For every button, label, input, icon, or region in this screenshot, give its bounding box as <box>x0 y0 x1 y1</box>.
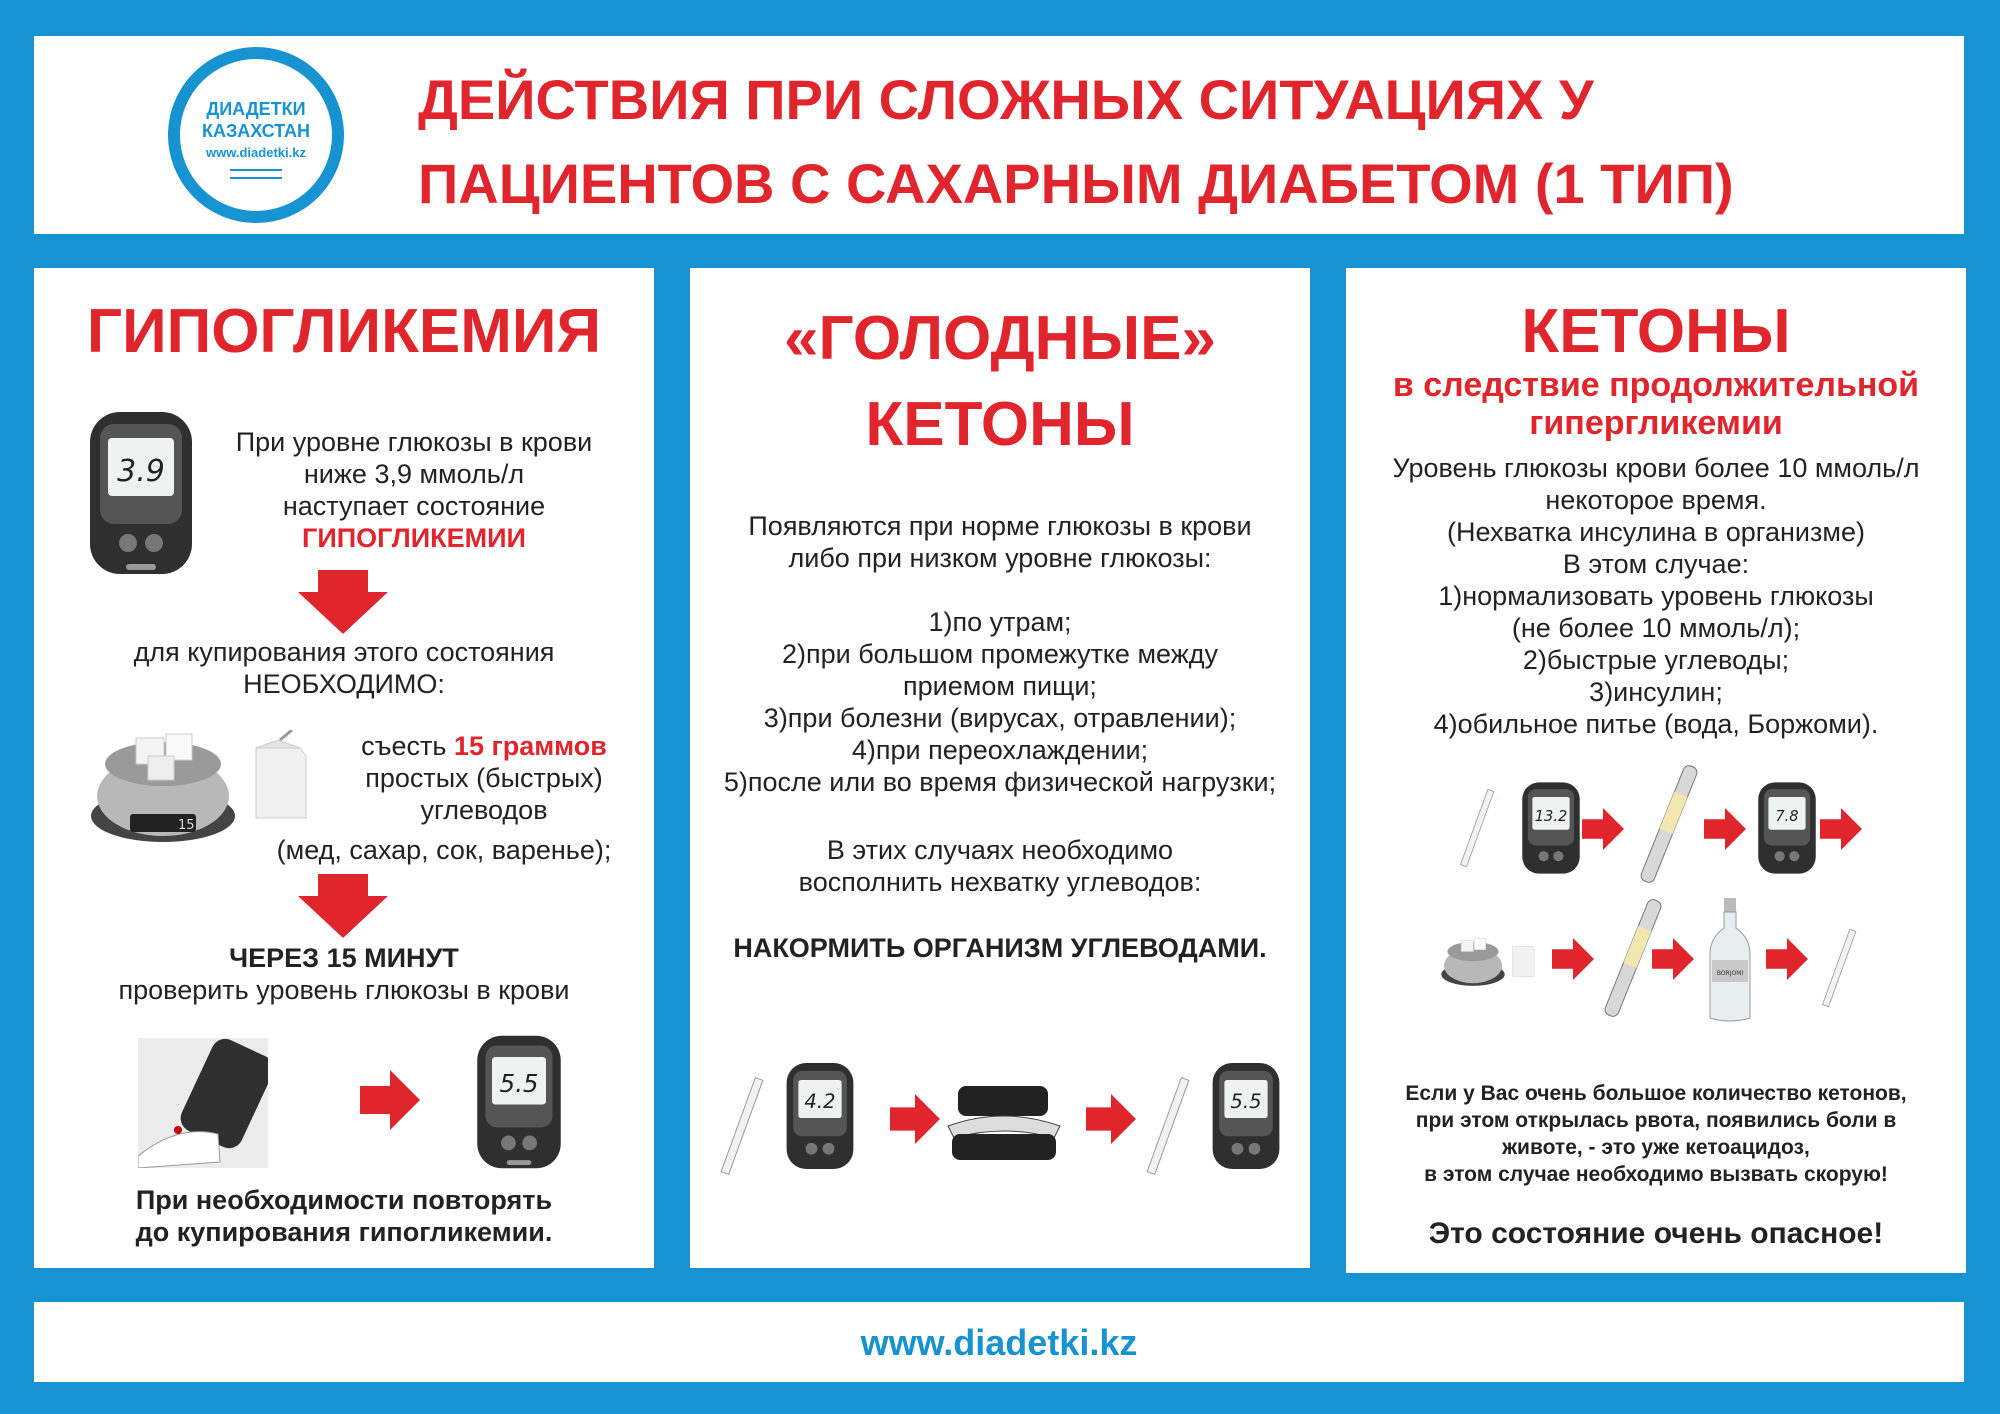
hungry-intro: Появляются при норме глюкозы в крови либо при низком уровне глюкозы: <box>748 511 1252 573</box>
glucose-meter-icon-5 <box>1520 780 1582 876</box>
list-item: 3)при болезни (вирусах, отравлении); <box>763 703 1237 733</box>
meter-reading-3: 4.2 <box>804 1090 836 1114</box>
ketones-danger: Это состояние очень опасное! <box>1428 1217 1884 1250</box>
ketones-warning: Если у Вас очень большое количество кетонов, при этом открылась рвота, появились боли в животе, - это уже кетоацидоз, в этом случае необходимо вызвать скорую! <box>1405 1082 1907 1186</box>
meter-reading-4: 5.5 <box>1230 1090 1262 1114</box>
logo <box>168 47 344 223</box>
glucose-meter-icon-2 <box>474 1032 564 1172</box>
list-item: 4)при переохлаждении; <box>851 735 1149 765</box>
kitchen-scale-icon-2 <box>1440 930 1506 988</box>
kitchen-scale-icon <box>88 716 238 846</box>
hypo-repeat: При необходимости повторять до купирования гипогликемии. <box>135 1185 553 1247</box>
logo-line2: КАЗАХСТАН <box>202 121 310 141</box>
sandwich-icon <box>944 1076 1064 1166</box>
arrow-right-icon <box>360 1070 420 1130</box>
hypo-check: проверить уровень глюкозы в крови <box>118 975 570 1005</box>
hypo-intro: При уровне глюкозы в крови ниже 3,9 ммоль/л наступает состояние ГИПОГЛИКЕМИИ <box>194 426 634 554</box>
arrow-right-icon-2 <box>890 1094 940 1144</box>
bottle-label: BORJOMI <box>1716 970 1744 977</box>
arrow-right-icon-7 <box>1552 938 1594 980</box>
logo-ornament <box>230 169 282 179</box>
arrow-down-icon <box>298 570 388 634</box>
juice-box-icon <box>250 730 310 820</box>
arrow-down-icon-2 <box>298 874 388 938</box>
ketones-subtitle: в следствие продолжительной гипергликемии <box>1392 366 1920 442</box>
panel-ketones <box>1346 268 1966 1273</box>
footer-panel <box>34 1302 1964 1382</box>
panel-hypoglycemia <box>34 268 654 1268</box>
glucose-meter-icon <box>86 408 196 578</box>
glucose-meter-icon-4 <box>1210 1060 1282 1172</box>
hungry-title: «ГОЛОДНЫЕ» КЕТОНЫ <box>784 304 1216 459</box>
glucose-meter-icon-6 <box>1756 780 1818 876</box>
logo-line1: ДИАДЕТКИ <box>206 99 306 119</box>
hungry-need: В этих случаях необходимо восполнить нехватку углеводов: <box>798 835 1202 897</box>
ketones-text: Уровень глюкозы крови более 10 ммоль/л некоторое время. (Нехватка инсулина в организме) В этом случае: 1)нормализовать уровень глюкозы (не более 10 ммоль/л); 2)быстрые углеводы; 3)инсулин; 4)обильное питье (вода, Боржоми). <box>1392 453 1920 739</box>
hypo-eat: съесть 15 граммов простых (быстрых) углеводов <box>361 731 607 825</box>
arrow-right-icon-8 <box>1652 938 1694 980</box>
hungry-list <box>690 606 1310 798</box>
arrow-right-icon-9 <box>1766 938 1808 980</box>
meter-reading-6: 7.8 <box>1775 808 1799 826</box>
meter-reading: 3.9 <box>117 454 165 489</box>
arrow-right-icon-3 <box>1086 1094 1136 1144</box>
arrow-right-icon-4 <box>1582 808 1624 850</box>
list-item: приемом пищи; <box>903 671 1097 701</box>
water-bottle-icon <box>1706 898 1754 1022</box>
hypo-examples: (мед, сахар, сок, варенье); <box>276 835 612 865</box>
meter-reading-2: 5.5 <box>499 1069 539 1099</box>
test-strip-icon-3 <box>1458 778 1498 878</box>
header-panel <box>34 36 1964 234</box>
list-item: 2)при большом промежутке между <box>781 639 1219 669</box>
page-title: ДЕЙСТВИЯ ПРИ СЛОЖНЫХ СИТУАЦИЯХ У ПАЦИЕНТОВ С САХАРНЫМ ДИАБЕТОМ (1 ТИП) <box>418 68 1734 215</box>
hypo-after: ЧЕРЕЗ 15 МИНУТ <box>229 943 459 973</box>
panel-hungry-ketones <box>690 268 1310 1268</box>
test-strip-icon <box>718 1076 768 1176</box>
insulin-pen-icon <box>1632 762 1702 892</box>
meter-reading-5: 13.2 <box>1534 808 1568 826</box>
arrow-right-icon-6 <box>1820 808 1862 850</box>
list-item: 1)по утрам; <box>928 607 1072 637</box>
hypo-title: ГИПОГЛИКЕМИЯ <box>86 297 602 366</box>
hungry-action: НАКОРМИТЬ ОРГАНИЗМ УГЛЕВОДАМИ. <box>733 933 1267 963</box>
glucose-meter-icon-3 <box>784 1060 856 1172</box>
hypo-intro-bold: ГИПОГЛИКЕМИИ <box>302 523 526 553</box>
scale-reading: 15 <box>178 818 195 833</box>
list-item: 5)после или во время физической нагрузки; <box>723 767 1277 797</box>
logo-url: www.diadetki.kz <box>206 145 306 160</box>
hypo-need: для купирования этого состояния НЕОБХОДИМО: <box>133 637 555 699</box>
ketones-title: КЕТОНЫ <box>1521 297 1791 366</box>
footer-url[interactable]: www.diadetki.kz <box>860 1322 1138 1363</box>
test-strip-icon-4 <box>1820 918 1860 1018</box>
finger-test-icon <box>138 1038 268 1168</box>
test-strip-icon-2 <box>1144 1076 1194 1176</box>
juice-box-icon-2 <box>1510 938 1536 978</box>
arrow-right-icon-5 <box>1704 808 1746 850</box>
